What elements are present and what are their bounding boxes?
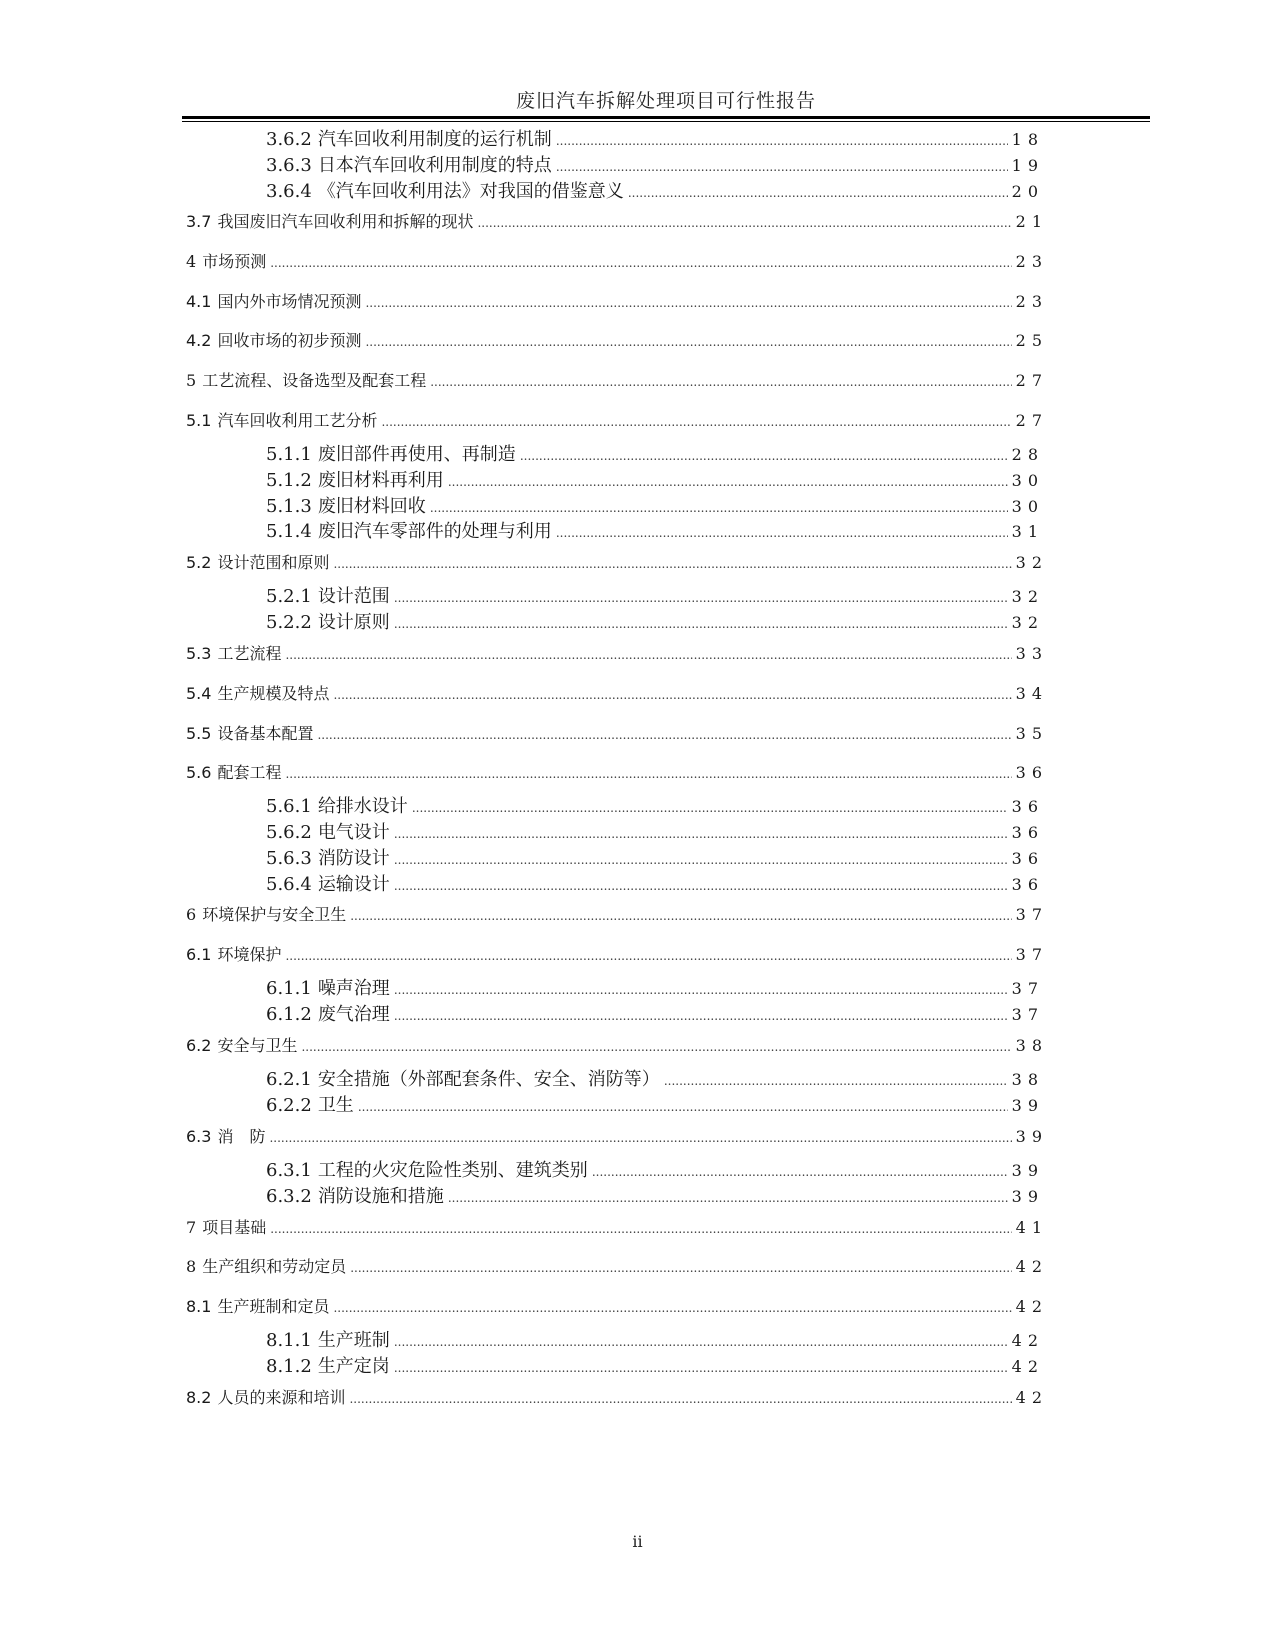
toc-entry-title: 环境保护与安全卫生	[202, 905, 347, 924]
toc-entry-number: 3.7	[186, 212, 212, 231]
toc-entry-number: 5.6.4	[266, 874, 312, 895]
toc-entry[interactable]	[186, 368, 1048, 394]
toc-entry-title: 废旧材料回收	[317, 496, 426, 517]
toc-entry-number: 6.3	[186, 1127, 212, 1146]
toc-entry-number: 5.5	[186, 724, 212, 743]
toc-entry-page: 42	[1015, 1257, 1048, 1276]
toc-dot-leader	[349, 1392, 1011, 1406]
toc-entry-number: 6.3.1	[266, 1160, 312, 1181]
toc-entry-title: 废旧汽车零部件的处理与利用	[317, 521, 552, 542]
toc-entry[interactable]	[186, 760, 1048, 786]
toc-dot-leader	[628, 186, 1008, 200]
toc-entry[interactable]	[266, 492, 1044, 518]
toc-entry-page: 39	[1015, 1127, 1048, 1146]
toc-entry-title: 设计范围	[317, 586, 390, 607]
toc-entry-title: 我国废旧汽车回收利用和拆解的现状	[217, 212, 474, 231]
toc-dot-leader	[556, 526, 1008, 540]
toc-entry-title: 生产规模及特点	[217, 684, 330, 703]
toc-entry-page: 42	[1015, 1388, 1048, 1407]
toc-entry-number: 6	[186, 905, 197, 924]
toc-entry-page: 39	[1011, 1187, 1044, 1206]
toc-dot-leader	[365, 335, 1011, 349]
toc-entry-page: 38	[1015, 1036, 1048, 1055]
toc-entry-title: 工艺流程	[217, 644, 282, 663]
toc-entry-number: 8.1.2	[266, 1356, 312, 1377]
toc-dot-leader	[285, 648, 1011, 662]
toc-entry[interactable]	[266, 466, 1044, 492]
toc-entry-page: 42	[1015, 1297, 1048, 1316]
toc-entry-title: 废旧材料再利用	[317, 470, 444, 491]
toc-entry-title: 安全与卫生	[217, 1036, 298, 1055]
toc-entry-page: 33	[1015, 644, 1048, 663]
toc-entry-title: 日本汽车回收利用制度的特点	[317, 155, 552, 176]
toc-entry[interactable]	[266, 177, 1044, 203]
toc-entry-title: 给排水设计	[317, 796, 408, 817]
toc-entry[interactable]	[266, 1326, 1044, 1352]
toc-dot-leader	[556, 160, 1008, 174]
toc-entry-page: 20	[1011, 182, 1044, 201]
toc-dot-leader	[394, 879, 1008, 893]
toc-dot-leader	[592, 1165, 1008, 1179]
toc-entry-page: 37	[1011, 979, 1044, 998]
toc-entry-title: 运输设计	[317, 874, 390, 895]
toc-entry-page: 19	[1011, 156, 1044, 175]
toc-entry-title: 国内外市场情况预测	[217, 292, 362, 311]
toc-entry[interactable]	[186, 328, 1048, 354]
toc-dot-leader	[358, 1100, 1008, 1114]
toc-dot-leader	[448, 475, 1008, 489]
toc-entry-page: 27	[1015, 371, 1048, 390]
toc-entry-number: 5.6.3	[266, 848, 312, 869]
toc-entry[interactable]	[266, 582, 1044, 608]
header-rule-thin	[182, 121, 1150, 122]
toc-entry-number: 5.1.2	[266, 470, 312, 491]
toc-entry[interactable]	[186, 641, 1048, 667]
toc-entry-page: 36	[1011, 849, 1044, 868]
toc-entry-title: 设计原则	[317, 612, 390, 633]
toc-entry-number: 5.2	[186, 553, 212, 572]
toc-entry-number: 5.2.1	[266, 586, 312, 607]
toc-dot-leader	[394, 1335, 1008, 1349]
toc-entry[interactable]	[266, 974, 1044, 1000]
toc-entry-page: 32	[1011, 587, 1044, 606]
toc-dot-leader	[301, 1040, 1011, 1054]
toc-entry-number: 6.3.2	[266, 1186, 312, 1207]
toc-entry-number: 6.2	[186, 1036, 212, 1055]
toc-dot-leader	[477, 216, 1011, 230]
toc-dot-leader	[430, 501, 1008, 515]
toc-entry[interactable]	[266, 1091, 1044, 1117]
toc-entry[interactable]	[266, 608, 1044, 634]
toc-dot-leader	[412, 801, 1008, 815]
toc-entry-title: 工程的火灾危险性类别、建筑类别	[317, 1160, 588, 1181]
toc-entry-number: 3.6.3	[266, 155, 312, 176]
toc-dot-leader	[394, 827, 1008, 841]
toc-dot-leader	[333, 1301, 1011, 1315]
toc-entry-page: 41	[1015, 1218, 1048, 1237]
toc-entry-page: 31	[1011, 522, 1044, 541]
toc-entry[interactable]	[186, 721, 1048, 747]
toc-entry-page: 25	[1015, 331, 1048, 350]
toc-entry-page: 38	[1011, 1070, 1044, 1089]
toc-entry[interactable]	[186, 289, 1048, 315]
toc-entry[interactable]	[266, 792, 1044, 818]
toc-entry-page: 23	[1015, 292, 1048, 311]
toc-dot-leader	[394, 983, 1008, 997]
toc-entry-number: 8.1.1	[266, 1330, 312, 1351]
toc-entry-page: 36	[1011, 875, 1044, 894]
toc-entry-title: 项目基础	[202, 1218, 267, 1237]
toc-entry[interactable]	[186, 1124, 1048, 1150]
toc-dot-leader	[270, 1222, 1011, 1236]
toc-entry[interactable]	[266, 844, 1044, 870]
toc-entry-number: 8.2	[186, 1388, 212, 1407]
toc-entry[interactable]	[186, 1215, 1048, 1241]
toc-entry[interactable]	[186, 408, 1048, 434]
toc-dot-leader	[664, 1074, 1008, 1088]
toc-entry-page: 32	[1015, 553, 1048, 572]
toc-entry-page: 28	[1011, 445, 1044, 464]
toc-dot-leader	[520, 449, 1008, 463]
toc-entry-number: 5.6.2	[266, 822, 312, 843]
toc-entry[interactable]	[266, 870, 1044, 896]
toc-dot-leader	[285, 949, 1011, 963]
toc-entry-page: 39	[1011, 1161, 1044, 1180]
toc-entry-number: 5.4	[186, 684, 212, 703]
toc-entry-title: 设备基本配置	[217, 724, 314, 743]
toc-entry-title: 消防设施和措施	[317, 1186, 444, 1207]
toc-entry[interactable]	[266, 1352, 1044, 1378]
toc-entry-page: 35	[1015, 724, 1048, 743]
toc-entry-number: 5.1.3	[266, 496, 312, 517]
toc-entry[interactable]	[266, 125, 1044, 151]
toc-entry[interactable]	[186, 681, 1048, 707]
toc-entry-title: 《汽车回收利用法》对我国的借鉴意义	[317, 181, 624, 202]
toc-entry-number: 4	[186, 252, 197, 271]
toc-dot-leader	[430, 375, 1011, 389]
toc-entry-title: 废旧部件再使用、再制造	[317, 444, 516, 465]
toc-entry-title: 生产班制	[317, 1330, 390, 1351]
toc-dot-leader	[350, 909, 1011, 923]
toc-entry[interactable]	[186, 1294, 1048, 1320]
toc-entry-page: 42	[1011, 1357, 1044, 1376]
toc-entry-title: 生产班制和定员	[217, 1297, 330, 1316]
toc-dot-leader	[350, 1261, 1011, 1275]
toc-entry[interactable]	[186, 1033, 1048, 1059]
toc-entry-number: 4.1	[186, 292, 212, 311]
toc-dot-leader	[448, 1191, 1008, 1205]
toc-entry[interactable]	[186, 902, 1048, 928]
toc-entry-title: 安全措施（外部配套条件、安全、消防等）	[317, 1069, 660, 1090]
toc-entry-page: 30	[1011, 471, 1044, 490]
toc-entry-title: 配套工程	[217, 763, 282, 782]
toc-entry-number: 6.1.1	[266, 978, 312, 999]
toc-entry-title: 工艺流程、设备选型及配套工程	[202, 371, 427, 390]
toc-dot-leader	[333, 557, 1011, 571]
toc-dot-leader	[365, 296, 1011, 310]
toc-entry-page: 36	[1015, 763, 1048, 782]
toc-dot-leader	[394, 1009, 1008, 1023]
toc-entry-title: 市场预测	[202, 252, 267, 271]
toc-dot-leader	[394, 617, 1008, 631]
toc-entry-number: 4.2	[186, 331, 212, 350]
toc-entry-number: 7	[186, 1218, 197, 1237]
toc-entry[interactable]	[266, 1065, 1044, 1091]
toc-dot-leader	[270, 256, 1011, 270]
toc-entry-number: 3.6.2	[266, 129, 312, 150]
toc-entry-number: 5.6.1	[266, 796, 312, 817]
toc-dot-leader	[269, 1131, 1011, 1145]
toc-dot-leader	[394, 591, 1008, 605]
toc-entry-page: 37	[1015, 945, 1048, 964]
toc-entry-number: 5.1.4	[266, 521, 312, 542]
toc-entry-page: 36	[1011, 797, 1044, 816]
toc-entry[interactable]	[266, 151, 1044, 177]
toc-entry-title: 卫生	[317, 1095, 354, 1116]
toc-entry-title: 回收市场的初步预测	[217, 331, 362, 350]
toc-entry-page: 34	[1015, 684, 1048, 703]
toc-entry-title: 环境保护	[217, 945, 282, 964]
toc-entry-number: 6.2.2	[266, 1095, 312, 1116]
toc-entry-page: 30	[1011, 497, 1044, 516]
toc-entry-page: 21	[1015, 212, 1048, 231]
toc-entry-title: 消防设计	[317, 848, 390, 869]
toc-entry-number: 8	[186, 1257, 197, 1276]
toc-entry-number: 3.6.4	[266, 181, 312, 202]
toc-entry-title: 汽车回收利用制度的运行机制	[317, 129, 552, 150]
toc-entry-page: 37	[1015, 905, 1048, 924]
toc-entry-page: 39	[1011, 1096, 1044, 1115]
toc-entry-title: 人员的来源和培训	[217, 1388, 346, 1407]
toc-entry-number: 5.3	[186, 644, 212, 663]
header-rule-thick	[182, 116, 1150, 119]
toc-entry-number: 5.1.1	[266, 444, 312, 465]
toc-dot-leader	[285, 767, 1011, 781]
toc-entry-page: 32	[1011, 613, 1044, 632]
toc-entry[interactable]	[186, 1254, 1048, 1280]
toc-dot-leader	[394, 1361, 1008, 1375]
toc-entry-number: 6.1.2	[266, 1004, 312, 1025]
toc-entry-page: 27	[1015, 411, 1048, 430]
toc-entry-title: 汽车回收利用工艺分析	[217, 411, 378, 430]
page-header: 废旧汽车拆解处理项目可行性报告	[515, 90, 816, 112]
toc-entry[interactable]	[186, 209, 1048, 235]
toc-entry[interactable]	[186, 550, 1048, 576]
toc-entry-number: 5	[186, 371, 197, 390]
toc-dot-leader	[381, 415, 1011, 429]
toc-entry-title: 消 防	[217, 1127, 266, 1146]
toc-entry-title: 生产定岗	[317, 1356, 390, 1377]
toc-entry-title: 生产组织和劳动定员	[202, 1257, 347, 1276]
toc-entry-title: 噪声治理	[317, 978, 390, 999]
toc-entry-number: 5.2.2	[266, 612, 312, 633]
toc-entry-number: 5.1	[186, 411, 212, 430]
toc-dot-leader	[556, 134, 1008, 148]
toc-entry-title: 电气设计	[317, 822, 390, 843]
page-number: ii	[632, 1532, 643, 1551]
toc-entry-number: 6.2.1	[266, 1069, 312, 1090]
toc-entry-title: 废气治理	[317, 1004, 390, 1025]
toc-entry-page: 36	[1011, 823, 1044, 842]
toc-entry[interactable]	[186, 942, 1048, 968]
toc-entry-title: 设计范围和原则	[217, 553, 330, 572]
toc-entry-number: 8.1	[186, 1297, 212, 1316]
toc-entry[interactable]	[186, 1385, 1048, 1411]
toc-entry[interactable]	[186, 249, 1048, 275]
toc-entry-page: 18	[1011, 130, 1044, 149]
toc-entry[interactable]	[266, 818, 1044, 844]
toc-entry-page: 23	[1015, 252, 1048, 271]
toc-entry-page: 42	[1011, 1331, 1044, 1350]
toc-entry[interactable]	[266, 440, 1044, 466]
toc-entry-page: 37	[1011, 1005, 1044, 1024]
toc-dot-leader	[394, 853, 1008, 867]
toc-entry[interactable]	[266, 1156, 1044, 1182]
toc-entry[interactable]	[266, 1182, 1044, 1208]
toc-entry-number: 6.1	[186, 945, 212, 964]
toc-entry[interactable]	[266, 517, 1044, 543]
toc-entry[interactable]	[266, 1000, 1044, 1026]
toc-dot-leader	[333, 688, 1011, 702]
toc-entry-number: 5.6	[186, 763, 212, 782]
toc-dot-leader	[317, 728, 1011, 742]
